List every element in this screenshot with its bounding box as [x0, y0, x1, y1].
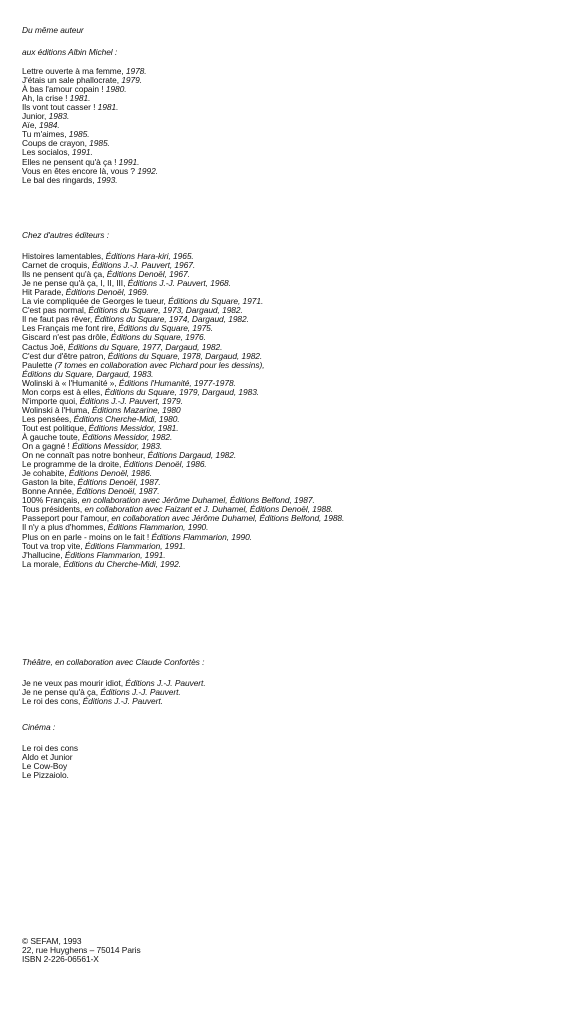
item-title: Histoires lamentables, [22, 251, 106, 262]
item-title: Paulette [22, 359, 55, 370]
item-publisher: Éditions J.-J. Pauvert. [125, 678, 206, 689]
item-publisher: Éditions l'Humanité, 1977-1978. [118, 377, 236, 388]
item-title: Je ne veux pas mourir idiot, [22, 678, 126, 689]
book-list [22, 252, 344, 569]
section-heading: Théâtre, en collaboration avec Claude Confortès : [22, 657, 205, 667]
item-title: Passeport pour l'amour, [22, 513, 112, 524]
item-title: Il ne faut pas rêver, [22, 314, 95, 325]
item-title: À bas l'amour copain ! [22, 84, 106, 95]
item-publisher: 1979. [121, 75, 143, 86]
item-title: Junior, [22, 111, 49, 122]
item-title: Ils ne pensent qu'à ça, [22, 269, 107, 280]
item-publisher: en collaboration avec Faizant et J. Duhamel, Éditions Denoël, 1988. [84, 504, 333, 515]
item-title: On a gagné ! [22, 441, 73, 452]
section-heading: Chez d'autres éditeurs : [22, 230, 109, 240]
item-publisher: Éditions J.-J. Pauvert, 1967. [91, 260, 196, 271]
item-publisher: Éditions Denoël, 1987. [76, 486, 160, 497]
item-title: Plus on en parle - moins on le fait ! [22, 531, 152, 542]
item-publisher: Éditions Messidor, 1982. [82, 431, 173, 442]
film-list [22, 744, 78, 780]
section-cinema [22, 723, 78, 780]
item-title: La morale, [22, 558, 64, 569]
item-publisher: Éditions Flammarion, 1991. [64, 549, 166, 560]
page-title: Du même auteur [22, 25, 84, 35]
item-title: Il n'y a plus d'hommes, [22, 522, 108, 533]
item-title: Le roi des cons, [22, 696, 83, 707]
section-heading: aux éditions Albin Michel : [22, 47, 118, 57]
item-publisher: Éditions J.-J. Pauvert. [82, 696, 163, 707]
item-title: Le bal des ringards, [22, 174, 97, 185]
item-publisher: 1991. [118, 156, 140, 167]
item-publisher: 1985. [68, 129, 90, 140]
item-title: Le Pizzaiolo. [22, 770, 69, 781]
copyright-line: © SEFAM, 1993 [22, 936, 82, 946]
item-title: Tous présidents, [22, 504, 85, 515]
item-publisher: Éditions Denoël, 1969. [65, 287, 149, 298]
item-title: Bonne Année, [22, 486, 77, 497]
item-publisher: Éditions Messidor, 1983. [72, 441, 163, 452]
item-publisher: en collaboration avec Jérôme Duhamel, Éditions Belfond, 1988. [111, 513, 345, 524]
item-title: J'étais un sale phallocrate, [22, 75, 122, 86]
item-title: Mon corps est à elles, [22, 386, 105, 397]
item-publisher: Éditions Hara-kiri, 1965. [105, 251, 194, 262]
item-publisher: Éditions du Square, 1977, Dargaud, 1982. [67, 341, 223, 352]
item-title: Hit Parade, [22, 287, 66, 298]
book-list [22, 67, 158, 185]
item-publisher: Éditions Denoël, 1986. [123, 459, 207, 470]
item-title: La vie compliquée de Georges le tueur, [22, 296, 169, 307]
item-publisher: Éditions du Square, 1973, Dargaud, 1982. [88, 305, 243, 316]
item-publisher: Éditions du Square, 1971. [168, 296, 264, 307]
item-title: Wolinski à « l'Humanité », [22, 377, 119, 388]
list-item [22, 771, 78, 780]
address-line: 22, rue Huyghens – 75014 Paris [22, 945, 141, 956]
item-publisher: 1991. [72, 147, 93, 158]
section-albin-michel [22, 48, 158, 185]
item-publisher: 1985. [89, 138, 110, 149]
colophon [22, 937, 141, 964]
section-theatre [22, 658, 206, 706]
item-publisher: en collaboration avec Jérôme Duhamel, Éditions Belfond, 1987. [81, 495, 315, 506]
item-title: Les socialos, [22, 147, 73, 158]
item-publisher: Éditions du Square, 1979, Dargaud, 1983. [104, 386, 260, 397]
item-publisher: (7 tomes en collaboration avec Pichard pour les dessins), [54, 359, 265, 370]
list-item [22, 560, 344, 569]
list-item [22, 176, 158, 185]
item-title: Tout va trop vite, [22, 540, 85, 551]
item-title: Les Français me font rire, [22, 323, 118, 334]
item-publisher: Éditions Dargaud, 1982. [147, 450, 237, 461]
item-publisher: Éditions Denoël, 1967. [106, 269, 190, 280]
item-publisher: Éditions J.-J. Pauvert, 1968. [127, 278, 231, 289]
item-publisher: Éditions Flammarion, 1990. [151, 531, 253, 542]
item-publisher: Éditions Cherche-Midi, 1980. [73, 413, 180, 424]
item-title: On ne connaît pas notre bonheur, [22, 450, 148, 461]
item-title: Le roi des cons [22, 743, 79, 754]
item-publisher: 1980. [105, 84, 127, 95]
page-header [22, 26, 84, 35]
item-title: J'hallucine, [22, 549, 65, 560]
item-publisher: Éditions du Square, 1978, Dargaud, 1982. [107, 350, 263, 361]
item-publisher: Éditions du Square, 1974, Dargaud, 1982. [94, 314, 249, 325]
item-publisher: Éditions du Square, 1975. [117, 323, 214, 334]
item-publisher: 1992. [137, 165, 159, 176]
item-title: C'est dur d'être patron, [22, 350, 108, 361]
item-publisher: 1993. [96, 174, 118, 185]
item-publisher: Éditions du Square, Dargaud, 1983. [22, 368, 154, 379]
item-title: Aïe, [22, 120, 39, 131]
item-publisher: 1978. [125, 66, 147, 77]
item-publisher: Éditions J.-J. Pauvert. [100, 687, 181, 698]
item-publisher: Éditions du Square, 1976. [110, 332, 206, 343]
item-publisher: Éditions Flammarion, 1991. [84, 540, 186, 551]
item-publisher: 1981. [69, 93, 91, 104]
item-title: Carnet de croquis, [22, 260, 92, 271]
item-title: Les pensées, [22, 413, 74, 424]
section-other-publishers [22, 231, 344, 569]
item-title: Elles ne pensent qu'à ça ! [22, 156, 119, 167]
item-publisher: Éditions J.-J. Pauvert, 1979. [79, 395, 183, 406]
isbn-line: ISBN 2-226-06561-X [22, 954, 99, 965]
item-title: Gaston la bite, [22, 477, 78, 488]
item-title: Tu m'aimes, [22, 129, 69, 140]
item-title: Tout est politique, [22, 422, 89, 433]
item-title: Lettre ouverte à ma femme, [22, 66, 126, 77]
play-list [22, 679, 206, 706]
item-publisher: 1981. [97, 102, 119, 113]
item-title: Le programme de la droite, [22, 459, 124, 470]
item-title: Aldo et Junior [22, 752, 73, 763]
item-title: N'importe quoi, [22, 395, 80, 406]
item-title: Vous en êtes encore là, vous ? [22, 165, 138, 176]
item-publisher: Éditions Messidor, 1981. [88, 422, 179, 433]
item-publisher: Éditions Mazarine, 1980 [91, 404, 181, 415]
item-title: Le Cow-Boy [22, 761, 68, 772]
item-title: Cactus Joë, [22, 341, 68, 352]
item-publisher: Éditions du Cherche-Midi, 1992. [63, 558, 181, 569]
item-title: Wolinski à l'Huma, [22, 404, 92, 415]
item-publisher: 1983. [48, 111, 70, 122]
list-item [22, 697, 206, 706]
item-title: Je ne pense qu'à ça, [22, 687, 101, 698]
item-publisher: Éditions Flammarion, 1990. [107, 522, 209, 533]
item-title: Je cohabite, [22, 468, 69, 479]
item-title: Je ne pense qu'à ça, I, II, III, [22, 278, 128, 289]
item-publisher: 1984. [38, 120, 60, 131]
item-title: 100% Français, [22, 495, 82, 506]
item-title: Giscard n'est pas drôle, [22, 332, 111, 343]
item-title: Coups de crayon, [22, 138, 90, 149]
section-heading: Cinéma : [22, 722, 56, 732]
item-title: C'est pas normal, [22, 305, 89, 316]
item-title: À gauche toute, [22, 431, 83, 442]
item-publisher: Éditions Denoël, 1987. [77, 477, 161, 488]
item-title: Ils vont tout casser ! [22, 102, 98, 113]
item-title: Ah, la crise ! [22, 93, 70, 104]
item-publisher: Éditions Denoël, 1986. [68, 468, 153, 479]
